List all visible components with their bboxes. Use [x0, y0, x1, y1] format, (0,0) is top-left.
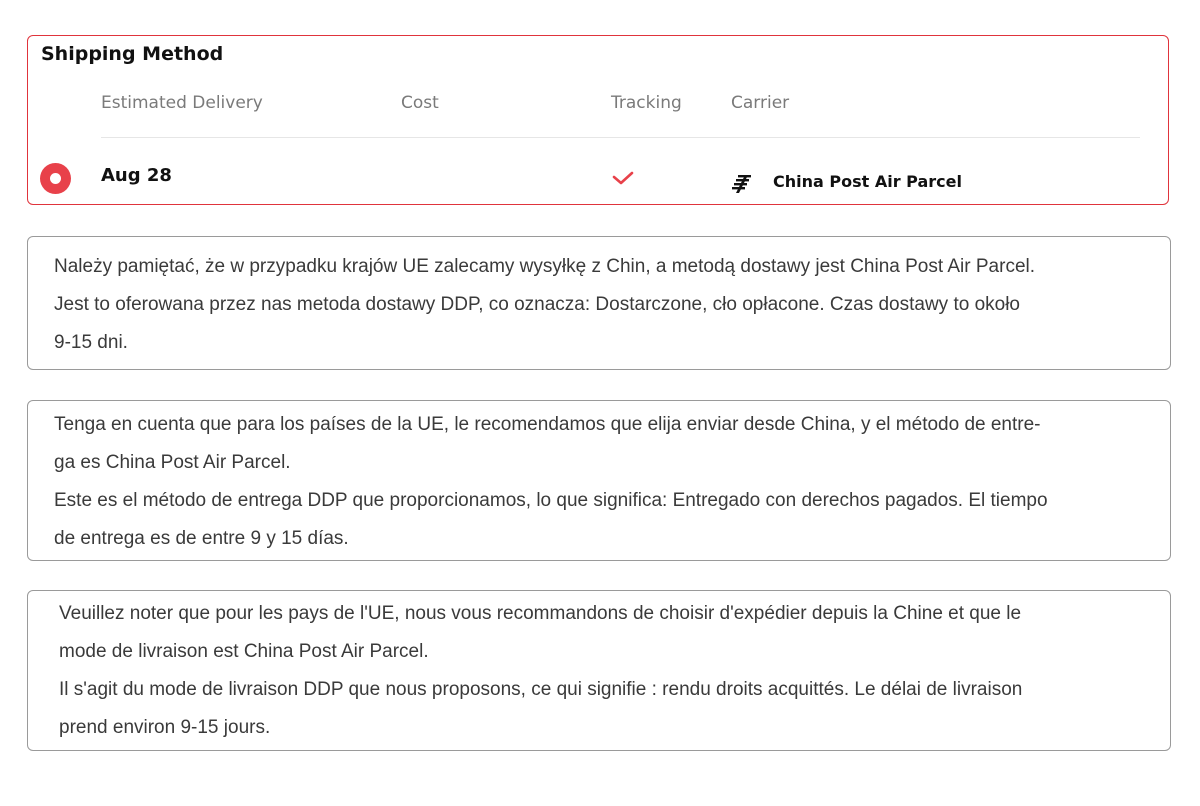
notice-line: Należy pamiętać, że w przypadku krajów UE zalecamy wysyłkę z Chin, a metodą dostawy jest China Post Air Parcel. [54, 256, 1036, 277]
notice-line: ga es China Post Air Parcel. [54, 452, 291, 473]
column-header-carrier: Carrier [731, 93, 790, 113]
carrier-name: China Post Air Parcel [773, 172, 962, 191]
notice-line: mode de livraison est China Post Air Parcel. [59, 641, 429, 662]
notice-line: Veuillez noter que pour les pays de l'UE, nous vous recommandons de choisir d'expédier depuis la Chine et que le [59, 603, 1022, 624]
column-header-estimated-delivery: Estimated Delivery [101, 93, 263, 113]
radio-selected-dot [50, 173, 61, 184]
notice-line: de entrega es de entre 9 y 15 días. [54, 528, 349, 549]
notice-line: 9-15 dni. [54, 332, 128, 353]
tracking-check-icon [612, 170, 634, 186]
china-post-logo-icon [731, 172, 753, 194]
shipping-method-title: Shipping Method [41, 43, 224, 65]
estimated-delivery-date: Aug 28 [101, 165, 172, 186]
column-header-tracking: Tracking [611, 93, 682, 113]
notice-line: Este es el método de entrega DDP que proporcionamos, lo que significa: Entregado con derechos pagados. El tiempo [54, 490, 1048, 511]
notice-line: Jest to oferowana przez nas metoda dostawy DDP, co oznacza: Dostarczone, cło opłacone. Czas dostawy to około [54, 294, 1020, 315]
notice-french [27, 590, 1171, 751]
notice-line: Tenga en cuenta que para los países de la UE, le recomendamos que elija enviar desde China, y el método de entre- [54, 414, 1041, 435]
shipping-method-panel [27, 35, 1169, 205]
shipping-option-radio[interactable] [40, 163, 71, 194]
notice-polish [27, 236, 1171, 370]
notice-line: Il s'agit du mode de livraison DDP que nous proposons, ce qui signifie : rendu droits acquittés. Le délai de livraison [59, 679, 1023, 700]
notice-spanish [27, 400, 1171, 561]
header-divider [101, 137, 1140, 138]
notice-line: prend environ 9-15 jours. [59, 717, 271, 738]
column-header-cost: Cost [401, 93, 439, 113]
